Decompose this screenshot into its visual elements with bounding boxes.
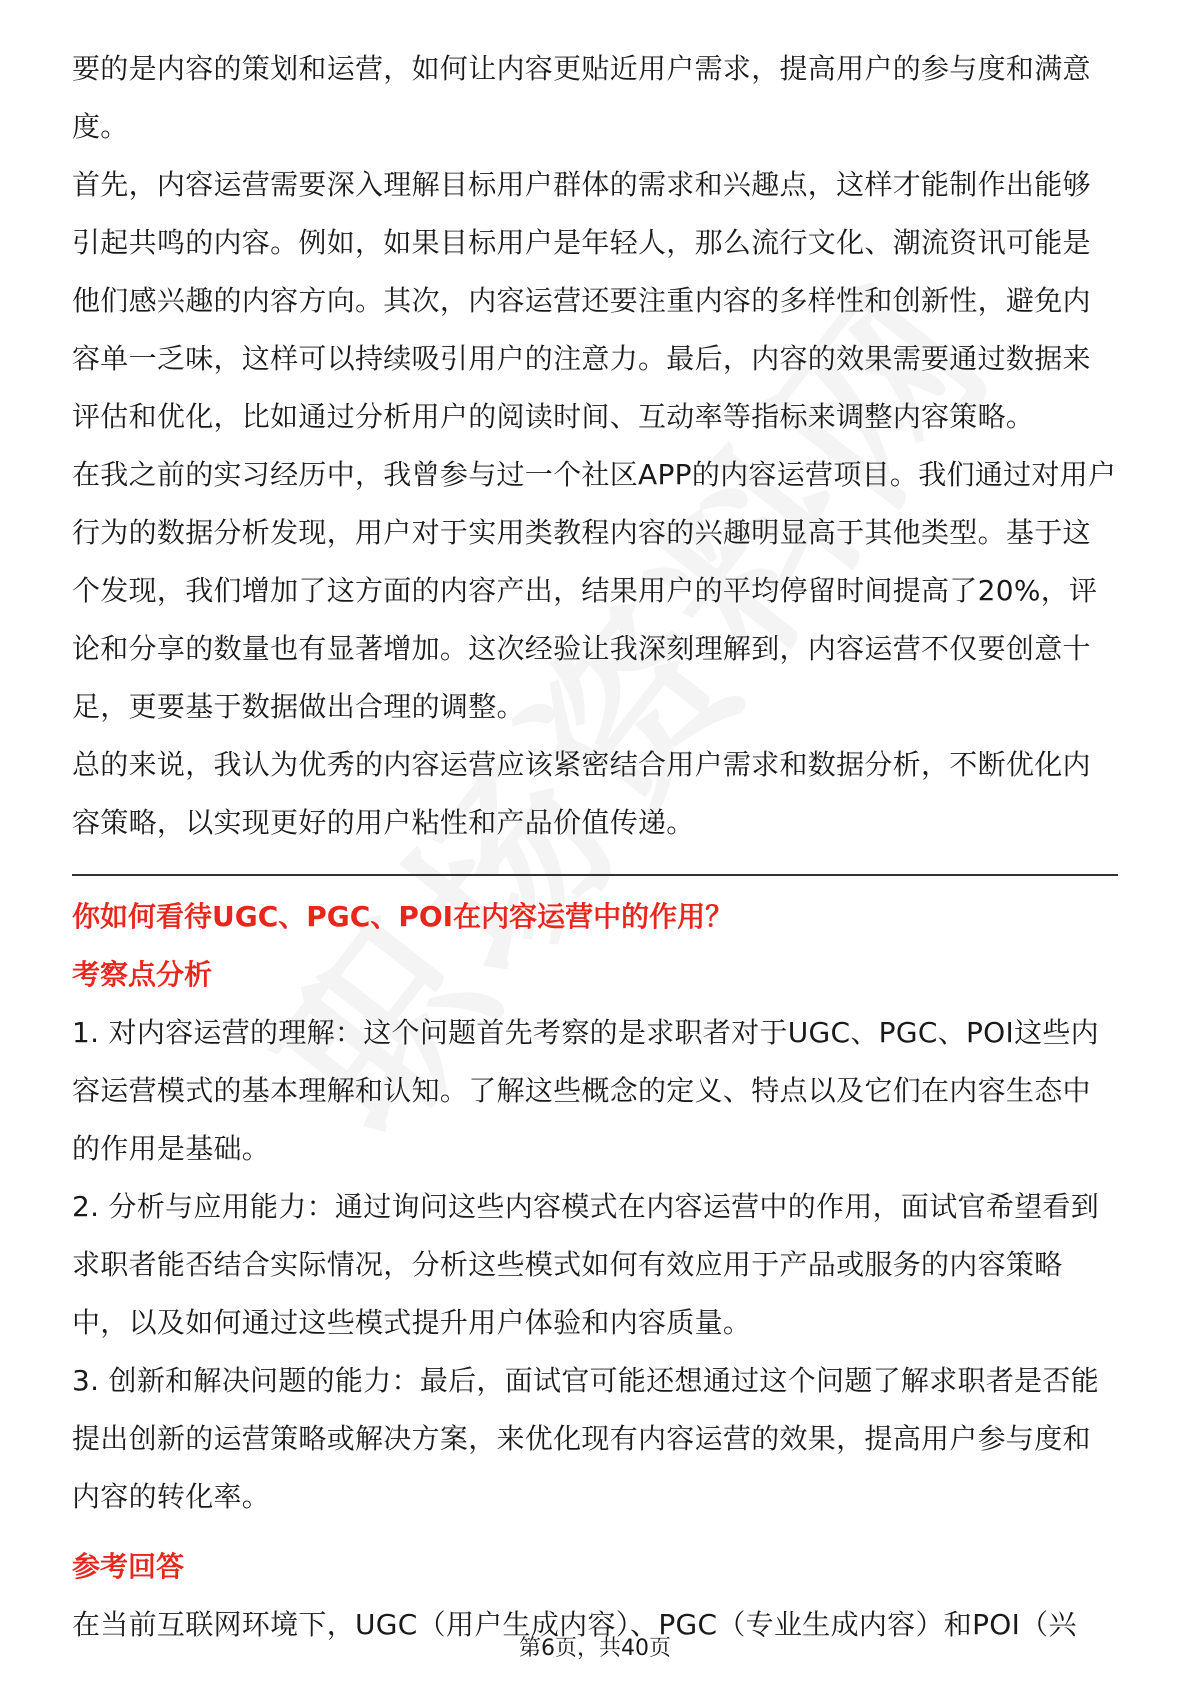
answer-paragraph: 在当前互联网环境下，UGC（用户生成内容）、PGC（专业生成内容）和POI（兴 — [72, 1608, 1077, 1641]
spacer — [72, 1526, 1118, 1538]
page-content — [72, 40, 1118, 1654]
body-paragraph-experience: 在我之前的实习经历中，我曾参与过一个社区APP的内容运营项目。我们通过对用户行为的数据分析发现，用户对于实用类教程内容的兴趣明显高于其他类型。基于这个发现，我们增加了这方面的内容产出，结果用户的平均停留时间提高了20%，评论和分享的数量也有显著增加。这次经验让我深刻理解到，内容运营不仅要创意十足，更要基于数据做出合理的调整。 — [72, 458, 1117, 723]
question-title: 你如何看待UGC、PGC、POI在内容运营中的作用？ — [72, 900, 734, 933]
analysis-heading: 考察点分析 — [72, 958, 213, 991]
answer-heading: 参考回答 — [72, 1550, 185, 1583]
body-paragraph-understanding: 首先，内容运营需要深入理解目标用户群体的需求和兴趣点，这样才能制作出能够引起共鸣的内容。例如，如果目标用户是年轻人，那么流行文化、潮流资讯可能是他们感兴趣的内容方向。其次，内容运营还要注重内容的多样性和创新性，避免内容单一乏味，这样可以持续吸引用户的注意力。最后，内容的效果需要通过数据来评估和优化，比如通过分析用户的阅读时间、互动率等指标来调整内容策略。 — [72, 168, 1091, 433]
page-number: 第6页，共40页 — [519, 1636, 671, 1661]
section-divider — [72, 874, 1118, 876]
body-paragraph-continuation: 要的是内容的策划和运营，如何让内容更贴近用户需求，提高用户的参与度和满意度。 — [72, 52, 1091, 143]
body-paragraph-summary: 总的来说，我认为优秀的内容运营应该紧密结合用户需求和数据分析，不断优化内容策略，以实现更好的用户粘性和产品价值传递。 — [72, 748, 1091, 839]
analysis-point-3: 3. 创新和解决问题的能力：最后，面试官可能还想通过这个问题了解求职者是否能提出创新的运营策略或解决方案，来优化现有内容运营的效果，提高用户参与度和内容的转化率。 — [72, 1364, 1100, 1513]
analysis-point-1: 1. 对内容运营的理解：这个问题首先考察的是求职者对于UGC、PGC、POI这些内容运营模式的基本理解和认知。了解这些概念的定义、特点以及它们在内容生态中的作用是基础。 — [72, 1016, 1099, 1165]
analysis-point-2: 2. 分析与应用能力：通过询问这些内容模式在内容运营中的作用，面试官希望看到求职者能否结合实际情况，分析这些模式如何有效应用于产品或服务的内容策略中，以及如何通过这些模式提升用户体验和内容质量。 — [72, 1190, 1100, 1339]
